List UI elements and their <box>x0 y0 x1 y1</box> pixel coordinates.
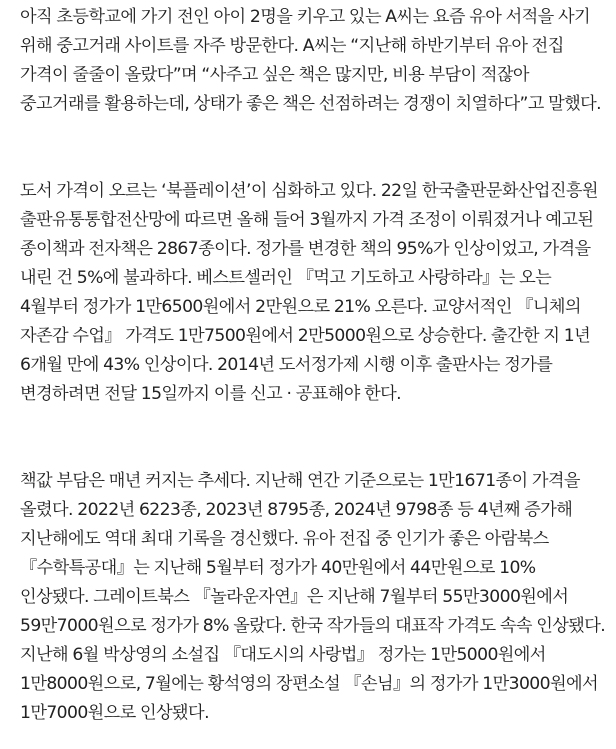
text-line: 아직 초등학교에 가기 전인 아이 2명을 키우고 있는 A씨는 요즘 유아 서적을 사기 <box>20 7 590 27</box>
text-line: 내린 건 5%에 불과하다. 베스트셀러인 『먹고 기도하고 사랑하라』는 오는 <box>20 268 552 288</box>
article-paragraph-3 <box>20 467 612 728</box>
text-line: 1만7000원으로 인상됐다. <box>20 703 209 723</box>
text-line: 6개월 만에 43% 인상이다. 2014년 도서정가제 시행 이후 출판사는 정가를 <box>20 355 553 375</box>
article-paragraph-1 <box>20 3 612 119</box>
text-line: 가격이 줄줄이 올랐다”며 “사주고 싶은 책은 많지만, 비용 부담이 적잖아 <box>20 65 529 85</box>
text-line: 『수학특공대』는 지난해 5월부터 정가가 40만원에서 44만원으로 10% <box>20 558 536 578</box>
text-line: 책값 부담은 매년 커지는 추세다. 지난해 연간 기준으로는 1만1671종이 가격을 <box>20 471 580 491</box>
text-line: 지난해에도 역대 최대 기록을 경신했다. 유아 전집 중 인기가 좋은 아람북스 <box>20 529 549 549</box>
text-line: 자존감 수업』 가격도 1만7500원에서 2만5000원으로 상승한다. 출간한 지 1년 <box>20 326 591 346</box>
text-line: 1만8000원으로, 7월에는 황석영의 장편소설 『손님』의 정가가 1만3000원에서 <box>20 674 598 694</box>
text-line: 지난해 6월 박상영의 소설집 『대도시의 사랑법』 정가는 1만5000원에서 <box>20 645 546 665</box>
paragraph-spacer <box>20 409 612 467</box>
text-line: 변경하려면 전달 15일까지 이를 신고 · 공표해야 한다. <box>20 384 402 404</box>
text-line: 올렸다. 2022년 6223종, 2023년 8795종, 2024년 9798종 등 4년째 증가해 <box>20 500 573 520</box>
paragraph-spacer <box>20 119 612 177</box>
text-line: 인상됐다. 그레이트북스 『놀라운자연』은 지난해 7월부터 55만3000원에서 <box>20 587 569 607</box>
text-line: 4월부터 정가가 1만6500원에서 2만원으로 21% 오른다. 교양서적인 『니체의 <box>20 297 581 317</box>
article-paragraph-2 <box>20 177 612 409</box>
text-line: 59만7000원으로 정가가 8% 올랐다. 한국 작가들의 대표작 가격도 속속 인상됐다. <box>20 616 606 636</box>
text-line: 중고거래를 활용하는데, 상태가 좋은 책은 선점하려는 경쟁이 치열하다”고 말했다. <box>20 94 602 114</box>
text-line: 도서 가격이 오르는 ‘북플레이션’이 심화하고 있다. 22일 한국출판문화산업진흥원 <box>20 181 598 201</box>
text-line: 위해 중고거래 사이트를 자주 방문한다. A씨는 “지난해 하반기부터 유아 전집 <box>20 36 564 56</box>
text-line: 종이책과 전자책은 2867종이다. 정가를 변경한 책의 95%가 인상이었고, 가격을 <box>20 239 591 259</box>
text-line: 출판유통통합전산망에 따르면 올해 들어 3월까지 가격 조정이 이뤄졌거나 예고된 <box>20 210 594 230</box>
